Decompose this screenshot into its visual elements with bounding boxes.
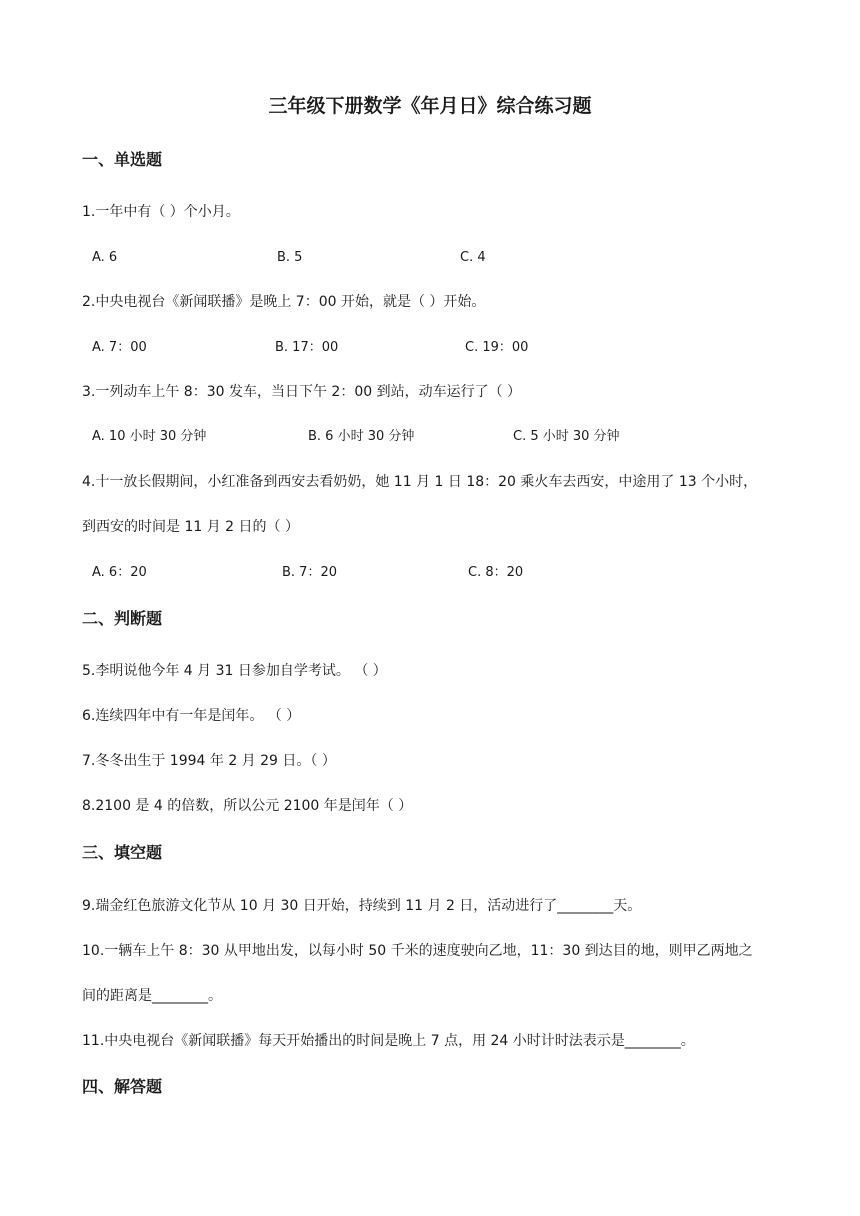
section-heading-word-problems: 四、解答题 (82, 1077, 163, 1096)
q2-option-c: C. 19：00 (465, 340, 529, 355)
question-9: 9.瑞金红色旅游文化节从 10 月 30 日开始，持续到 11 月 2 日，活动进行了________天。 (82, 898, 642, 914)
question-5: 5.李明说他今年 4 月 31 日参加自学考试。 （ ） (82, 663, 387, 679)
question-1: 1.一年中有（ ）个小月。 (82, 204, 240, 220)
section-heading-true-false: 二、判断题 (82, 609, 163, 628)
question-3: 3.一列动车上午 8：30 发车，当日下午 2：00 到站，动车运行了（ ） (82, 384, 522, 400)
question-10-line-2: 间的距离是________。 (82, 988, 222, 1004)
question-8: 8.2100 是 4 的倍数，所以公元 2100 年是闰年（ ） (82, 798, 413, 814)
q1-option-b: B. 5 (277, 250, 303, 265)
question-6: 6.连续四年中有一年是闰年。 （ ） (82, 708, 301, 724)
q4-option-b: B. 7：20 (282, 565, 337, 580)
q4-option-c: C. 8：20 (468, 565, 524, 580)
section-heading-fill-blank: 三、填空题 (82, 843, 163, 862)
q4-option-a: A. 6：20 (92, 565, 147, 580)
q2-option-b: B. 17：00 (275, 340, 339, 355)
question-4-line-2: 到西安的时间是 11 月 2 日的（ ） (82, 519, 299, 535)
question-2: 2.中央电视台《新闻联播》是晚上 7：00 开始，就是（ ）开始。 (82, 294, 486, 310)
q3-option-a: A. 10 小时 30 分钟 (92, 429, 207, 444)
q2-option-a: A. 7：00 (92, 340, 147, 355)
question-11: 11.中央电视台《新闻联播》每天开始播出的时间是晚上 7 点，用 24 小时计时法表示是________。 (82, 1033, 695, 1049)
question-10-line-1: 10.一辆车上午 8：30 从甲地出发，以每小时 50 千米的速度驶向乙地，11：30 到达目的地，则甲乙两地之 (82, 943, 753, 959)
q3-option-c: C. 5 小时 30 分钟 (513, 429, 620, 444)
q1-option-a: A. 6 (92, 250, 118, 265)
question-4-line-1: 4.十一放长假期间，小红准备到西安去看奶奶，她 11 月 1 日 18：20 乘火车去西安，中途用了 13 个小时， (82, 474, 758, 490)
section-heading-single-choice: 一、单选题 (82, 150, 163, 169)
q3-option-b: B. 6 小时 30 分钟 (308, 429, 415, 444)
page-title: 三年级下册数学《年月日》综合练习题 (268, 95, 592, 117)
question-7: 7.冬冬出生于 1994 年 2 月 29 日。（ ） (82, 753, 336, 769)
q1-option-c: C. 4 (460, 250, 486, 265)
